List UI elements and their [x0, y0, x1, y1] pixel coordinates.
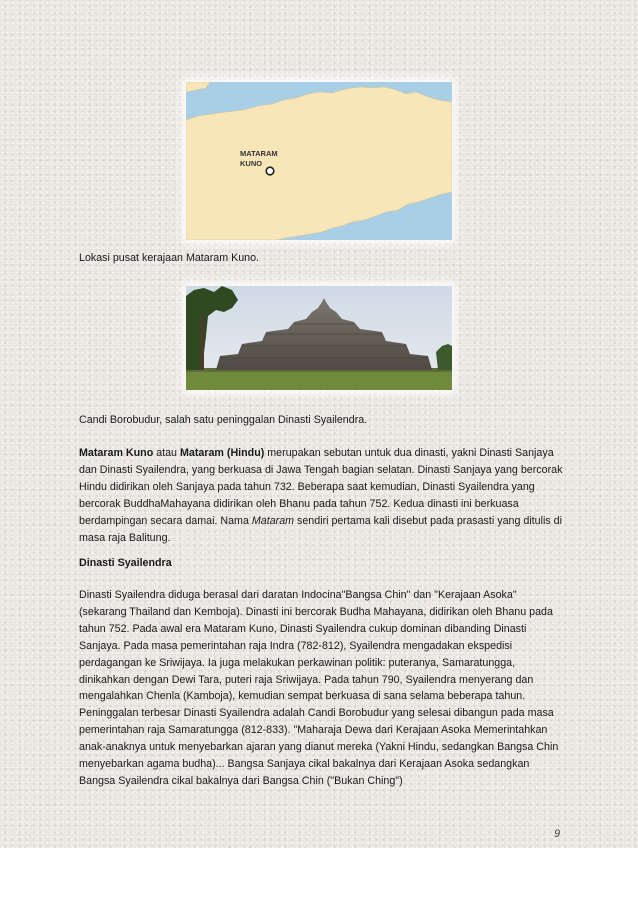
mataram-location-marker: [266, 167, 274, 175]
intro-text-b: sendiri pertama kali disebut pada prasasti yang ditulis di masa raja Balitung.: [79, 514, 562, 544]
photo-caption: Candi Borobudur, salah satu peninggalan Dinasti Syailendra.: [79, 414, 368, 426]
mataram-italic: Mataram: [251, 514, 295, 527]
map-label-line2: KUNO: [240, 159, 263, 168]
borobudur-photo: [186, 286, 452, 390]
intro-text-a: merupakan sebutan untuk dua dinasti, yakni Dinasti Sanjaya dan Dinasti Syailendra, yang berkuasa di Jawa Tengah bagian selatan. Dinasti Sanjaya yang bercorak Hindu didirikan oleh Sanjaya pada tahun 732. Beberapa saat kemudian, Dinasti Syailendra yang bercorak BuddhaMahayana didirikan oleh Bhanu pada tahun 752. Kedua dinasti ini berkuasa berdampingan secara damai. Nama: [79, 447, 563, 527]
map-image: [186, 82, 452, 240]
term-mataram-kuno: Mataram Kuno: [79, 447, 154, 459]
page-number: 9: [554, 828, 561, 840]
map-label-line1: MATARAM: [240, 149, 278, 158]
syailendra-paragraph: Dinasti Syailendra diduga berasal dari daratan Indocina"Bangsa Chin" dan "Kerajaan Asoka" (sekarang Thailand dan Kemboja). Dinasti ini bercorak Budha Mahayana, didirikan oleh Bhanu pada tahun 752. Pada awal era Mataram Kuno, Dinasti Syailendra cukup dominan dibanding Dinasti Sanjaya. Pada masa pemerintahan raja Indra (782-812), Syailendra mengadakan ekspedisi perdagangan ke Sriwijaya. Ia juga melakukan perkawinan politik: puteranya, Samaratungga, dinikahkan dengan Dewi Tara, puteri raja Sriwijaya. Pada tahun 790, Syailendra menyerang dan mengalahkan Chenla (Kamboja), kemudian sempat berkuasa di sana selama beberapa tahun. Peninggalan terbesar Dinasti Syailendra adalah Candi Borobudur yang selesai dibangun pada masa pemerintahan raja Samaratungga (812-833). "Maharaja Dewa dari Kerajaan Asoka Memerintahkan anak-anaknya untuk menyebarkan ajaran yang dianut mereka (Yakni Hindu, sedangkan Bangsa Chin menyebarkan agama budha)... Bangsa Sanjaya cikal bakalnya dari Kerajaan Asoka sedangkan Bangsa Syailendra cikal bakalnya dari Bangsa Chin ("Bukan Ching"): [79, 589, 559, 787]
map-caption: Lokasi pusat kerajaan Mataram Kuno.: [79, 252, 260, 264]
section-heading: Dinasti Syailendra: [79, 557, 172, 569]
term-mataram-hindu: Mataram (Hindu): [179, 447, 265, 459]
connector-text: atau: [153, 447, 180, 459]
intro-paragraph: [79, 445, 563, 546]
